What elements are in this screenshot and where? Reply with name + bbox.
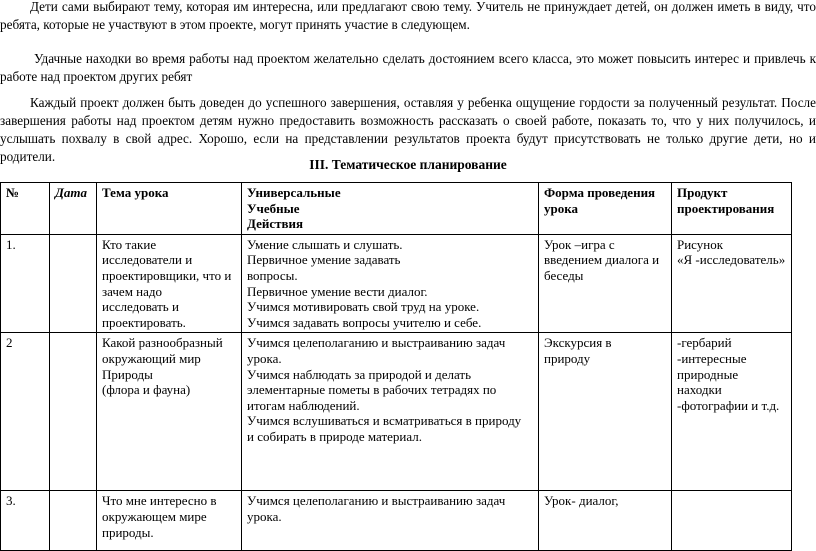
table-row xyxy=(1,333,792,491)
header-topic: Тема урока xyxy=(97,183,242,235)
table-header-row xyxy=(1,183,792,235)
header-actions: Универсальные Учебные Действия xyxy=(242,183,539,235)
cell-topic: Что мне интересно в окружающем мире природы. xyxy=(97,491,242,551)
paragraph-2: Удачные находки во время работы над проектом желательно сделать достоянием всего класса, это может повысить интерес и привлечь к работе над проектом других ребят xyxy=(0,51,816,84)
cell-actions: Учимся целеполаганию и выстраиванию задач урока. xyxy=(242,491,539,551)
header-date: Дата xyxy=(50,183,97,235)
cell-topic: Какой разнообразный окружающий мир Природы (флора и фауна) xyxy=(97,333,242,491)
cell-topic: Кто такие исследователи и проектировщики, что и зачем надо исследовать и проектировать. xyxy=(97,234,242,333)
section-title: III. Тематическое планирование xyxy=(309,157,507,172)
cell-date xyxy=(50,234,97,333)
cell-form: Урок –игра с введением диалога и беседы xyxy=(539,234,672,333)
paragraph-1: Дети сами выбирают тему, которая им интересна, или предлагают свою тему. Учитель не принуждает детей, он должен иметь в виду, что ребята, которые не участвуют в этом проекте, могут принять участие в следующем. xyxy=(0,0,816,32)
header-num: № xyxy=(1,183,50,235)
thematic-plan-table xyxy=(0,182,792,551)
cell-actions: Учимся целеполаганию и выстраиванию задач урока. Учимся наблюдать за природой и делать элементарные пометы в рабочих тетрадях по итогам наблюдений. Учимся вслушиваться и всматриваться в природу и собирать в природе материал. xyxy=(242,333,539,491)
cell-form: Экскурсия в природу xyxy=(539,333,672,491)
cell-form: Урок- диалог, xyxy=(539,491,672,551)
cell-num: 1. xyxy=(1,234,50,333)
cell-actions: Умение слышать и слушать. Первичное умение задавать вопросы. Первичное умение вести диалог. Учимся мотивировать свой труд на уроке. Учимся задавать вопросы учителю и себе. xyxy=(242,234,539,333)
header-product: Продукт проектирования xyxy=(672,183,792,235)
cell-date xyxy=(50,491,97,551)
cell-date xyxy=(50,333,97,491)
cell-product: -гербарий -интересные природные находки -фотографии и т.д. xyxy=(672,333,792,491)
table-row xyxy=(1,234,792,333)
cell-product: Рисунок «Я -исследователь» xyxy=(672,234,792,333)
cell-num: 2 xyxy=(1,333,50,491)
table-row xyxy=(1,491,792,551)
cell-num: 3. xyxy=(1,491,50,551)
paragraph-3: Каждый проект должен быть доведен до успешного завершения, оставляя у ребенка ощущение гордости за полученный результат. После завершения работы над проектом детям нужно предоставить возможность рассказать о своей работе, показать то, что у них получилось, и услышать похвалу в свой адрес. Хорошо, если на представлении результатов проекта будут присутствовать не только другие дети, но и родители. xyxy=(0,95,816,164)
header-form: Форма проведения урока xyxy=(539,183,672,235)
cell-product xyxy=(672,491,792,551)
